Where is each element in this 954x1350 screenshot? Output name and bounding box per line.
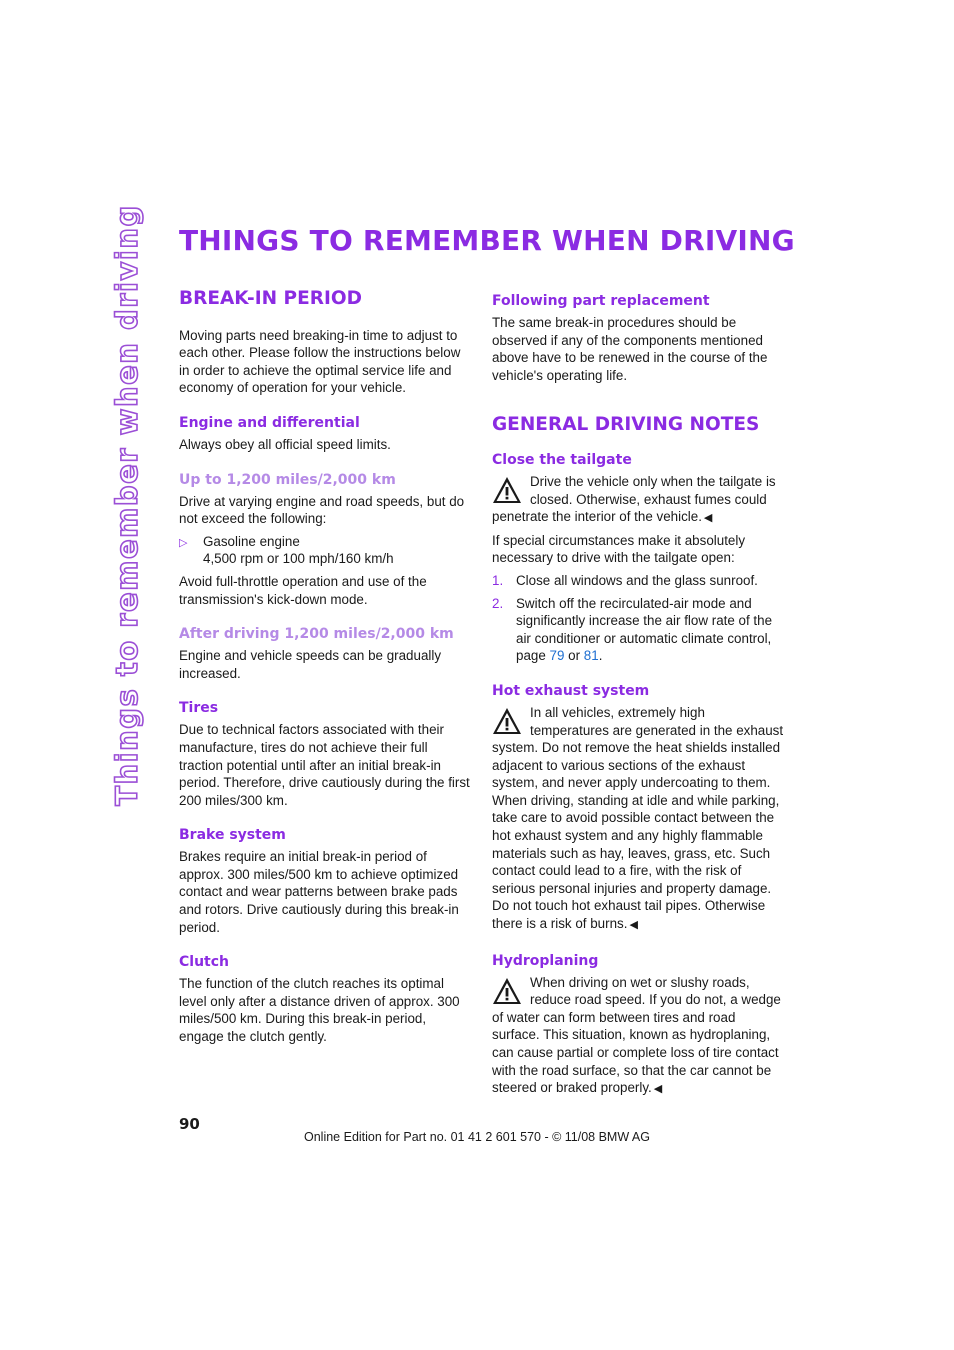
period-text: . — [598, 648, 603, 664]
break-in-intro: Moving parts need breaking-in time to adjust to each other. Please follow the instructions below in order to achieve the optimal service life and economy of operation for your vehicle. — [179, 327, 461, 396]
list-item — [492, 572, 784, 590]
warning-icon — [492, 706, 522, 736]
tailgate-heading: Close the tailgate — [492, 451, 632, 468]
following-text: The same break-in procedures should be observed if any of the components mentioned above have to be renewed in the course of the vehicle's operating life. — [492, 315, 768, 383]
page-number: 90 — [179, 1115, 200, 1133]
general-notes-heading: GENERAL DRIVING NOTES — [492, 414, 760, 436]
hydroplaning-warning — [492, 974, 784, 1099]
exhaust-heading: Hot exhaust system — [492, 682, 650, 699]
warning-icon — [492, 976, 522, 1006]
upto-heading: Up to 1,200 miles/2,000 km — [179, 471, 396, 488]
bullet-line1: Gasoline engine — [203, 533, 300, 549]
edition-footer: Online Edition for Part no. 01 41 2 601 570 - © 11/08 BMW AG — [304, 1130, 650, 1144]
upto-after-text: Avoid full-throttle operation and use of the transmission's kick-down mode. — [179, 573, 427, 607]
following-heading: Following part replacement — [492, 293, 710, 309]
end-marker-icon: ◀ — [629, 919, 638, 932]
or-text: or — [564, 648, 584, 664]
hydroplaning-heading: Hydroplaning — [492, 952, 599, 969]
clutch-text: The function of the clutch reaches its optimal level only after a distance driven of approx. 300 miles/500 km. During this break-in period, engage the clutch gently. — [179, 976, 460, 1045]
tires-heading: Tires — [179, 700, 219, 717]
page-link-81[interactable]: 81 — [583, 648, 599, 664]
after-driving-heading: After driving 1,200 miles/2,000 km — [179, 626, 454, 643]
warning-icon — [492, 475, 522, 505]
item-number: 2. — [492, 595, 504, 611]
brake-text: Brakes require an initial break-in period of approx. 300 miles/500 km to achieve optimized contact and wear patterns between brake pads and rotors. Drive cautiously during this break-in period. — [179, 849, 459, 935]
after-driving-text: Engine and vehicle speeds can be gradually increased. — [179, 648, 442, 681]
engine-heading: Engine and differential — [179, 414, 360, 431]
list-item — [179, 533, 471, 568]
sidebar-text: Things to remember when driving — [110, 203, 145, 806]
tires-text: Due to technical factors associated with their manufacture, tires do not achieve their full traction potential until after an initial break-in period. Therefore, drive cautiously during the first 200 miles/300 km. — [179, 722, 470, 808]
end-marker-icon: ◀ — [703, 512, 713, 525]
list-item-text: Switch off the recirculated-air mode and significantly increase the air flow rate of the air conditioner or automatic climate control, page — [516, 595, 773, 664]
sidebar-chapter-title — [104, 203, 150, 806]
exhaust-warning — [492, 704, 784, 935]
clutch-heading: Clutch — [179, 954, 229, 971]
tailgate-warning-text: Drive the vehicle only when the tailgate is closed. Otherwise, exhaust fumes could penetrate the interior of the vehicle. — [492, 473, 776, 525]
right-column — [492, 290, 784, 1099]
break-in-heading: BREAK-IN PERIOD — [179, 288, 362, 309]
exhaust-warning-text: In all vehicles, extremely high temperatures are generated in the exhaust system. Do not remove the heat shields installed adjacent to various sections of the exhaust system, and never apply undercoating to them. When driving, standing at idle and while parking, take care to avoid possible contact between the hot exhaust system and any highly flammable materials such as hay, leaves, grass, etc. Such contact could lead to a fire, with the risk of serious personal injuries and property damage. Do not touch hot exhaust tail pipes. Otherwise there is a risk of burns. — [492, 704, 784, 932]
page-title: THINGS TO REMEMBER WHEN DRIVING — [179, 224, 795, 257]
brake-heading: Brake system — [179, 827, 286, 844]
left-column — [179, 290, 471, 1046]
upto-text: Drive at varying engine and road speeds, but do not exceed the following: — [179, 493, 465, 527]
list-item-text: Close all windows and the glass sunroof. — [516, 572, 758, 588]
bullet-line2: 4,500 rpm or 100 mph/160 km/h — [203, 551, 394, 567]
tailgate-warning — [492, 473, 784, 528]
engine-text: Always obey all official speed limits. — [179, 436, 391, 452]
page-link-79[interactable]: 79 — [549, 648, 565, 664]
hydroplaning-warning-text: When driving on wet or slushy roads, reduce road speed. If you do not, a wedge of water can form between tires and road surface. This situation, known as hydroplaning, can cause partial or complete loss of tire contact with the road surface, so that the car cannot be steered or braked properly. — [492, 974, 781, 1096]
item-number: 1. — [492, 572, 504, 588]
bullet-arrow-icon: ▷ — [179, 536, 188, 549]
list-item — [492, 595, 784, 665]
end-marker-icon: ◀ — [653, 1083, 663, 1096]
tailgate-text: If special circumstances make it absolutely necessary to drive with the tailgate open: — [492, 532, 746, 566]
